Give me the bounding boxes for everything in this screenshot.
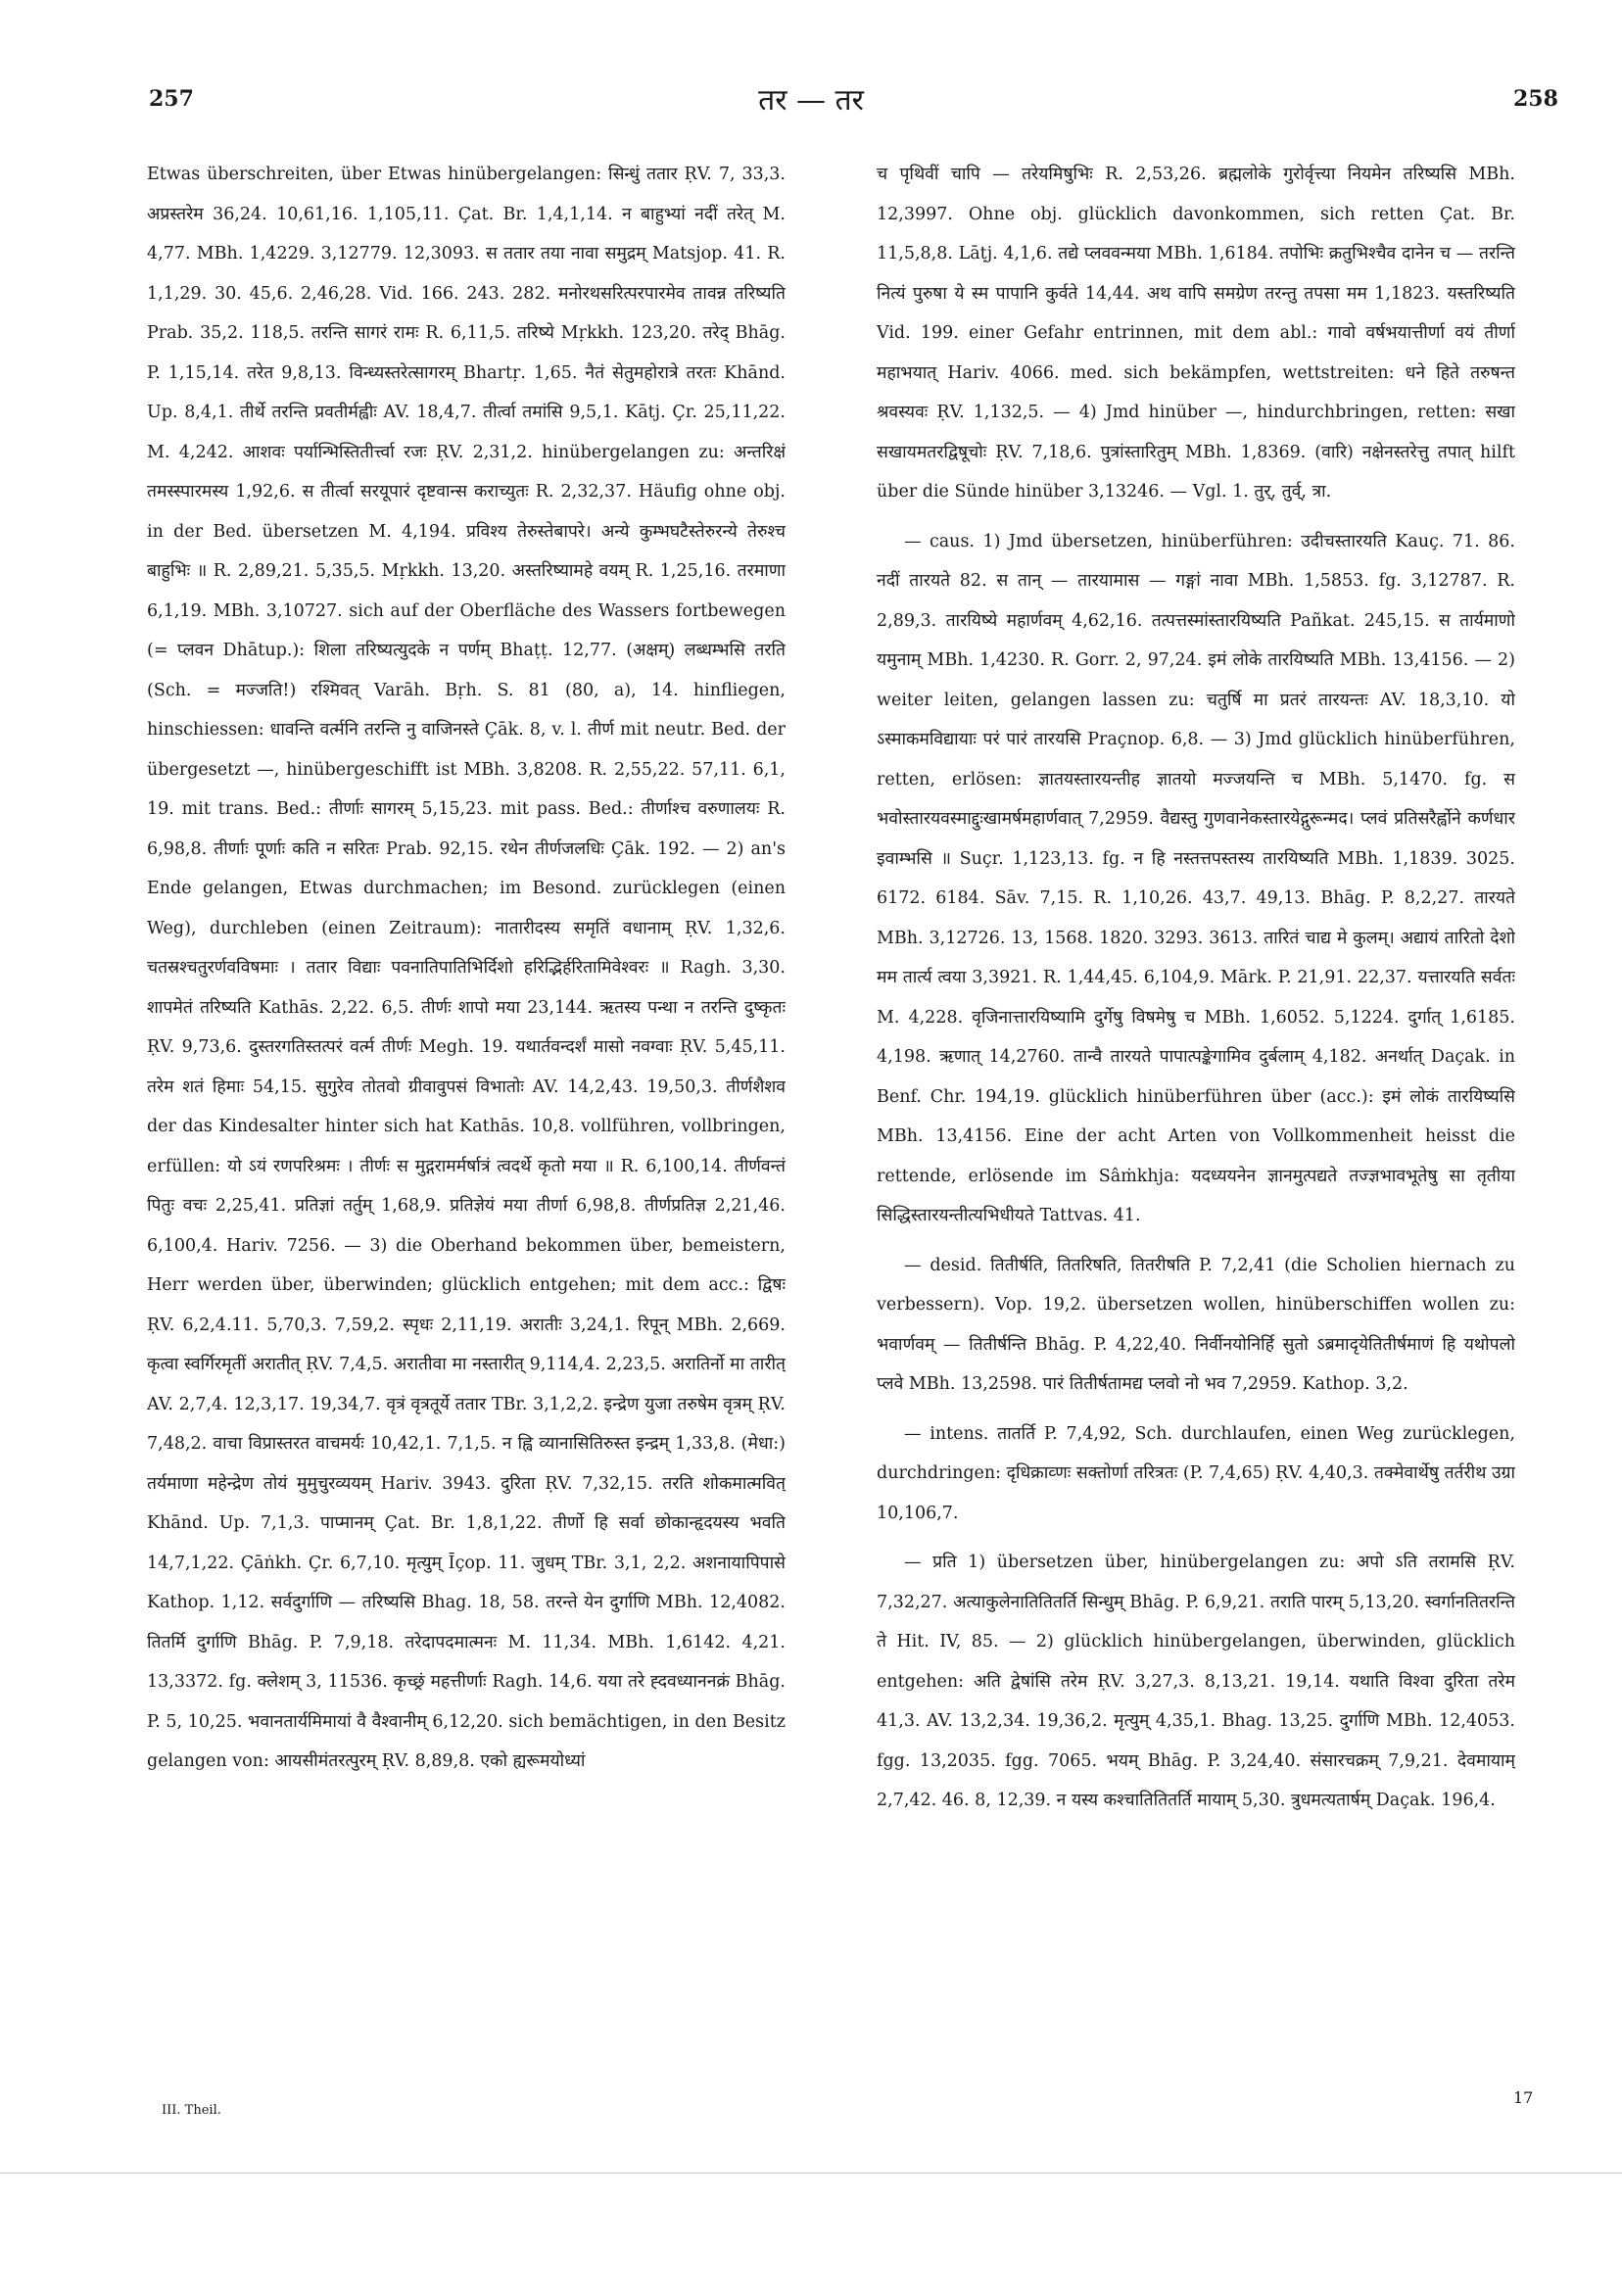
left-column [147, 155, 786, 2045]
right-paragraph-caus: — caus. 1) Jmd übersetzen, hinüberführen: उदीचस्तारयति Kauç. 71. 86. नदीं तारयते 82. स तान् — तारयामास — गङ्गां नावा MBh. 1,5853. fg. 3,12787. R. 2,89,3. तारयिष्ये महार्णवम् 4,62,16. तत्पत्तस्मांस्तारयिष्यति Pañkat. 245,15. स तार्यमाणो यमुनाम् MBh. 1,4230. R. Gorr. 2, 97,24. इमं लोके तारयिष्यति MBh. 13,4156. — 2) weiter leiten, gelangen lassen zu: चतुर्षि मा प्रतरं तारयन्तः AV. 18,3,10. यो ऽस्माकमविद्यायाः परं पारं तारयसि Praçnop. 6,8. — 3) Jmd glücklich hinüberführen, retten, erlösen: ज्ञातयस्तारयन्तीह ज्ञातयो मज्जयन्ति च MBh. 5,1470. fg. स भवोस्तारयवस्माद्दुःखामर्षमहार्णवात् 7,2959. वैद्यस्तु गुणवानेकस्तारयेद्गुरून्मद। प्लवं प्रतिसरैर्ह्वोने कर्णधार इवाम्भसि ॥ Suçr. 1,123,13. fg. न हि नस्तत्तपस्तस्य तारयिष्यति MBh. 1,1839. 3025. 6172. 6184. Sāv. 7,15. R. 1,10,26. 43,7. 49,13. Bhāg. P. 8,2,27. तारयते MBh. 3,12726. 13, 1568. 1820. 3293. 3613. तारितं चाद्य मे कुलम्। अद्यायं तारितो देशो मम तार्त्य त्वया 3,3921. R. 1,44,45. 6,104,9. Mārk. P. 21,91. 22,37. यत्तारयति सर्वतः M. 4,228. वृजिनात्तारयिष्यामि दुर्गेषु विषमेषु च MBh. 1,6052. 5,1224. दुर्गात् 1,6185. 4,198. ऋणात् 14,2760. तान्वै तारयते पापात्पङ्केगामिव दुर्बलाम् 4,182. अनर्थात् Daçak. in Benf. Chr. 194,19. glücklich hinüberführen über (acc.): इमं लोकं तारयिष्यसि MBh. 13,4156. Eine der acht Arten von Vollkommenheit heisst die rettende, erlösende im Sâṁkhja: यदध्ययनेन ज्ञानमुत्पद्यते तज्ज्ञभावभूतेषु सा तृतीया सिद्धिस्तारयन्तीत्यभिधीयते Tattvas. 41. [877, 531, 1515, 1225]
left-paragraph: Etwas überschreiten, über Etwas hinübergelangen: सिन्धुं ततार ṚV. 7, 33,3. अप्रस्तरेम 36,24. 10,61,16. 1,105,11. Çat. Br. 1,4,1,14. न बाहुभ्यां नदीं तरेत् M. 4,77. MBh. 1,4229. 3,12779. 12,3093. स ततार तया नावा समुद्रम् Matsjop. 41. R. 1,1,29. 30. 45,6. 2,46,28. Vid. 166. 243. 282. मनोरथसरित्परपारमेव तावन्न तरिष्यति Prab. 35,2. 118,5. तरन्ति सागरं रामः R. 6,11,5. तरिष्ये Mṛkkh. 123,20. तरेद् Bhāg. P. 1,15,14. तरेत 9,8,13. विन्ध्यस्तरेत्सागरम् Bhartṛ. 1,65. नैतं सेतुमहोरात्रे तरतः Khānd. Up. 8,4,1. तीर्थे तरन्ति प्रवतीर्मह्वीः AV. 18,4,7. तीर्त्वा तमांसि 9,5,1. Kātj. Çr. 25,11,22. M. 4,242. आशवः पर्यान्भिस्तितीर्त्त्वा रजः ṚV. 2,31,2. hinübergelangen zu: अन्तरिक्षं तमस्स्पारमस्य 1,92,6. स तीर्त्वा सरयूपारं दृष्टवान्स कराच्युतः R. 2,32,37. Häufig ohne obj. in der Bed. übersetzen M. 4,194. प्रविश्य तेरुस्तेबापरे। अन्ये कुम्भघटैस्तेरुरन्ये तेरुश्च बाहुभिः ॥ R. 2,89,21. 5,35,5. Mṛkkh. 13,20. अस्तरिष्यामहे वयम् R. 1,25,16. तरमाणा 6,1,19. MBh. 3,10727. sich auf der Oberfläche des Wassers fortbewegen (= प्लवन Dhātup.): शिला तरिष्यत्युदके न पर्णम् Bhaṭṭ. 12,77. (अक्षम्) लब्धम्भसि तरति (Sch. = मज्जति!) रश्मिवत् Varāh. Bṛh. S. 81 (80, a), 14. hinfliegen, hinschiessen: धावन्ति वर्त्मनि तरन्ति नु वाजिनस्ते Çāk. 8, v. l. तीर्ण mit neutr. Bed. der übergesetzt —, hinübergeschifft ist MBh. 3,8208. R. 2,55,22. 57,11. 6,1, 19. mit trans. Bed.: तीर्णाः सागरम् 5,15,23. mit pass. Bed.: तीर्णाश्च वरुणालयः R. 6,98,8. तीर्णाः पूर्णाः कति न सरितः Prab. 92,15. रथेन तीर्णजलधिः Çāk. 192. — 2) an's Ende gelangen, Etwas durchmachen; im Besond. zurücklegen (einen Weg), durchleben (einen Zeitraum): नातारीदस्य समृतिं वधानाम् ṚV. 1,32,6. चतस्रश्चतुरर्णवविषमाः । ततार विद्याः पवनातिपातिभिर्दिशो हरिद्भिर्हरितामिवेश्वरः ॥ Ragh. 3,30. शापमेतं तरिष्यति Kathās. 2,22. 6,5. तीर्णः शापो मया 23,144. ऋतस्य पन्था न तरन्ति दुष्कृतः ṚV. 9,73,6. दुस्तरगतिस्तत्परं वर्त्म तीर्णः Megh. 19. यथार्तवन्दर्शं मासो नवग्वाः ṚV. 5,45,11. तरेम शतं हिमाः 54,15. सुगुरेव तोतवो ग्रीवावुपसं विभातोः AV. 14,2,43. 19,50,3. तीर्णशैशव der das Kindesalter hinter sich hat Kathās. 10,8. vollführen, vollbringen, erfüllen: यो ऽयं रणपरिश्रमः । तीर्णः स मुद्गरामर्मर्षात्रं त्वदर्थे कृतो मया ॥ R. 6,100,14. तीर्णवन्तं पितुः वचः 2,25,41. प्रतिज्ञां तर्तुम् 1,68,9. प्रतिज्ञेयं मया तीर्णा 6,98,8. तीर्णप्रतिज्ञ 2,21,46. 6,100,4. Hariv. 7256. — 3) die Oberhand bekommen über, bemeistern, Herr werden über, überwinden; glücklich entgehen; mit dem acc.: द्विषः ṚV. 6,2,4.11. 5,70,3. 7,59,2. स्पृधः 2,11,19. अरातीः 3,24,1. रिपून् MBh. 2,669. कृत्वा स्वर्गिरमृतीं अरातीत् ṚV. 7,4,5. अरातीवा मा नस्तारीत् 9,114,4. 2,23,5. अरातिर्नो मा तारीत् AV. 2,7,4. 12,3,17. 19,34,7. वृत्रं वृत्रतूर्ये ततार TBr. 3,1,2,2. इन्द्रेण युजा तरुषेम वृत्रम् ṚV. 7,48,2. वाचा विप्रास्तरत वाचमर्यः 10,42,1. 7,1,5. न ह्वि व्यानासितिरुस्त इन्द्रम् 1,33,8. (मेधा:) तर्यमाणा महेन्द्रेण तोयं मुमुचुरव्ययम् Hariv. 3943. दुरिता ṚV. 7,32,15. तरति शोकमात्मवित् Khānd. Up. 7,1,3. पाप्मानम् Çat. Br. 1,8,1,22. तीर्णो हि सर्वा छोकान्हृदयस्य भवति 14,7,1,22. Çāṅkh. Çr. 6,7,10. मृत्युम् Īçop. 11. जुधम् TBr. 3,1, 2,2. अशनायापिपासे Kathop. 1,12. सर्वदुर्गाणि — तरिष्यसि Bhag. 18, 58. तरन्ते येन दुर्गाणि MBh. 12,4082. तितर्मि दुर्गाणि Bhāg. P. 7,9,18. तरेदापदमात्मनः M. 11,34. MBh. 1,6142. 4,21. 13,3372. fg. क्लेशम् 3, 11536. कृच्छ्रं महत्तीर्णाः Ragh. 14,6. यया तरे ह्दवध्याननक्रं Bhāg. P. 5, 10,25. भवानतार्यमिमायां वै वैश्वानीम् 6,12,20. sich bemächtigen, in den Besitz gelangen von: आयसीमंतरत्पुरम् ṚV. 8,89,8. एको ह्यरूमयोध्यां [147, 165, 786, 1771]
right-paragraph-ati: — प्रति 1) übersetzen über, hinübergelangen zu: अपो ऽति तरामसि ṚV. 7,32,27. अत्याकुलेनातितितर्ति सिन्धुम् Bhāg. P. 6,9,21. तराति पारम् 5,13,20. स्वर्गानतितरन्ति ते Hit. IV, 85. — 2) glücklich hinübergelangen, überwinden, glücklich entgehen: अति द्वेषांसि तरेम ṚV. 3,27,3. 8,13,21. 19,14. यथाति विश्वा दुरिता तरेम 41,3. AV. 13,2,34. 19,36,2. मृत्युम् 4,35,1. Bhag. 13,25. दुर्गाणि MBh. 12,4053. fgg. 13,2035. fgg. 7065. भयम् Bhāg. P. 3,24,40. संसारचक्रम् 7,9,21. देवमायाम् 2,7,42. 46. 8, 12,39. न यस्य कश्चातितितर्ति मायाम् 5,30. त्रुधमत्यतार्षम् Daçak. 196,4. [877, 1553, 1515, 1810]
bottom-divider [0, 2173, 1622, 2174]
right-column [877, 155, 1515, 2045]
right-paragraph-intens: — intens. तातर्ति P. 7,4,92, Sch. durchlaufen, einen Weg zurücklegen, durchdringen: दृधिक्राव्णः सक्तोर्णा तरित्रतः (P. 7,4,65) ṚV. 4,40,3. तक्मेवार्थेषु तर्तरीथ उग्रा 10,106,7. [877, 1423, 1515, 1523]
sheet-signature: 17 [1513, 2088, 1534, 2107]
right-paragraph-1: च पृथिवीं चापि — तरेयमिषुभिः R. 2,53,26. ब्रह्मलोके गुरोर्वृत्त्या नियमेन तरिष्यसि MBh. 12,3997. Ohne obj. glücklich davonkommen, sich retten Çat. Br. 11,5,8,8. Lāṭj. 4,1,6. तद्ये प्लववन्मया MBh. 1,6184. तपोभिः क्रतुभिश्चैव दानेन च — तरन्ति नित्यं पुरुषा ये स्म पापानि कुर्वते 14,44. अथ वापि समग्रेण तरन्तु तपसा मम 1,1823. यस्तरिष्यति Vid. 199. einer Gefahr entrinnen, mit dem abl.: गावो वर्षभयात्तीर्णा वयं तीर्णा महाभयात् Hariv. 4066. med. sich bekämpfen, wettstreiten: धने हिते तरुषन्त श्रवस्यवः ṚV. 1,132,5. — 4) Jmd hinüber —, hindurchbringen, retten: सखा सखायमतरद्विषूचोः ṚV. 7,18,6. पुत्रांस्तारितुम् MBh. 1,8369. (वारि) नक्षेनस्तरेत्तु तपात् hilft über die Sünde hinüber 3,13246. — Vgl. 1. तुर्, तुर्व्, त्रा. [877, 165, 1515, 502]
right-paragraph-desid: — desid. तितीर्षति, तितरिषति, तितरीषति P. 7,2,41 (die Scholien hiernach zu verbessern). Vop. 19,2. übersetzen wollen, hinüberschiffen wollen zu: भवार्णवम् — तितीर्षन्ति Bhāg. P. 4,22,40. निर्वीनयोनिर्हि सुतो ऽब्रमादृयेतितीर्षमाणं हि यथोपलो प्लवे MBh. 13,2598. पारं तितीर्षतामद्य प्लवो नो भव 7,2959. Kathop. 3,2. [877, 1255, 1515, 1394]
page-number-left: 257 [149, 86, 194, 112]
running-headword: तर — तर [758, 83, 864, 118]
volume-note: III. Theil. [162, 2103, 221, 2118]
page-number-right: 258 [1513, 86, 1558, 112]
